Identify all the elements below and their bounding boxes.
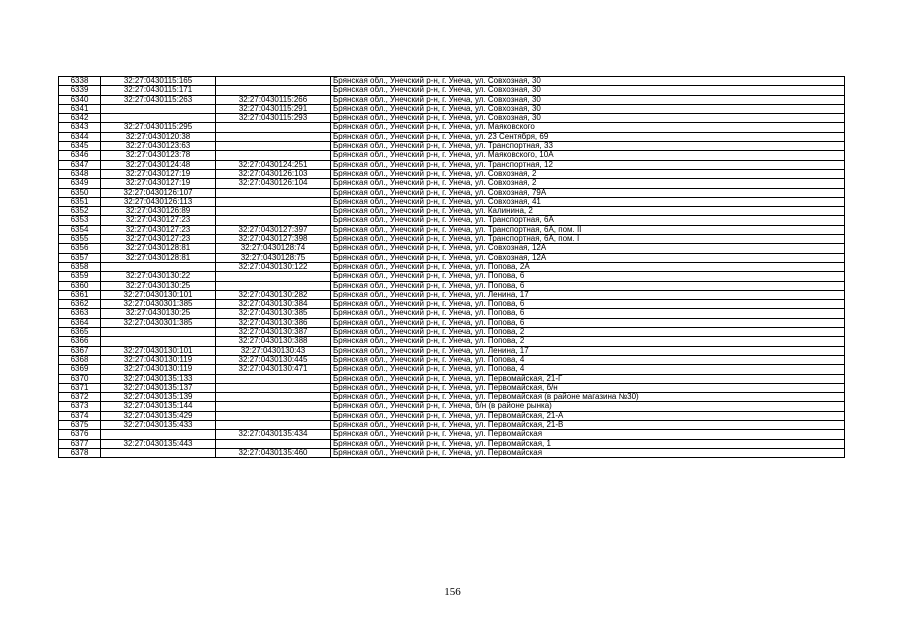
table-row (59, 123, 845, 132)
address-cell: Брянская обл., Унечский р-н, г. Унеча, ул. Транспортная, 33 (331, 142, 845, 151)
cadastral-number-cell: 32:27:0430135:139 (101, 393, 216, 402)
address-cell: Брянская обл., Унечский р-н, г. Унеча, ул. Совхозная, 12А (331, 253, 845, 262)
row-number-cell: 6353 (59, 216, 101, 225)
cadastral-number-cell (101, 262, 216, 271)
address-cell: Брянская обл., Унечский р-н, г. Унеча, ул. Совхозная, 30 (331, 86, 845, 95)
address-cell: Брянская обл., Унечский р-н, г. Унеча, ул. Первомайская, 21-А (331, 411, 845, 420)
address-cell: Брянская обл., Унечский р-н, г. Унеча, ул. Первомайская, 1 (331, 439, 845, 448)
address-cell: Брянская обл., Унечский р-н, г. Унеча, ул. 23 Сентября, 69 (331, 132, 845, 141)
table-row (59, 337, 845, 346)
row-number-cell: 6349 (59, 179, 101, 188)
address-cell: Брянская обл., Унечский р-н, г. Унеча, ул. Попова, 2 (331, 328, 845, 337)
address-cell: Брянская обл., Унечский р-н, г. Унеча, ул. Попова, 6 (331, 318, 845, 327)
cadastral-number-cell: 32:27:0430128:81 (101, 253, 216, 262)
object-cadastral-number-cell: 32:27:0430126:103 (216, 169, 331, 178)
table-row (59, 318, 845, 327)
cadastral-number-cell: 32:27:0430127:23 (101, 225, 216, 234)
cadastral-number-cell: 32:27:0430127:19 (101, 169, 216, 178)
address-cell: Брянская обл., Унечский р-н, г. Унеча, ул. Попова, 2 (331, 337, 845, 346)
table-row (59, 281, 845, 290)
row-number-cell: 6375 (59, 420, 101, 429)
table-row (59, 374, 845, 383)
table-row (59, 216, 845, 225)
cadastral-number-cell: 32:27:0430126:113 (101, 197, 216, 206)
object-cadastral-number-cell (216, 393, 331, 402)
address-cell: Брянская обл., Унечский р-н, г. Унеча, ул. Транспортная, 6А (331, 216, 845, 225)
address-cell: Брянская обл., Унечский р-н, г. Унеча, ул. Первомайская (331, 448, 845, 457)
object-cadastral-number-cell (216, 411, 331, 420)
row-number-cell: 6350 (59, 188, 101, 197)
table-row (59, 225, 845, 234)
table-row (59, 253, 845, 262)
object-cadastral-number-cell: 32:27:0430135:460 (216, 448, 331, 457)
row-number-cell: 6376 (59, 430, 101, 439)
cadastral-number-cell: 32:27:0430115:165 (101, 77, 216, 86)
table-row (59, 420, 845, 429)
property-register-table (58, 76, 845, 458)
object-cadastral-number-cell: 32:27:0430126:104 (216, 179, 331, 188)
cadastral-number-cell: 32:27:0430128:81 (101, 244, 216, 253)
cadastral-number-cell: 32:27:0430115:295 (101, 123, 216, 132)
address-cell: Брянская обл., Унечский р-н, г. Унеча, ул. Первомайская, б/н (331, 383, 845, 392)
object-cadastral-number-cell: 32:27:0430127:398 (216, 235, 331, 244)
row-number-cell: 6355 (59, 235, 101, 244)
object-cadastral-number-cell: 32:27:0430130:122 (216, 262, 331, 271)
row-number-cell: 6373 (59, 402, 101, 411)
table-row (59, 179, 845, 188)
object-cadastral-number-cell: 32:27:0430128:75 (216, 253, 331, 262)
cadastral-number-cell: 32:27:0430126:89 (101, 207, 216, 216)
cadastral-number-cell (101, 114, 216, 123)
cadastral-number-cell (101, 328, 216, 337)
object-cadastral-number-cell: 32:27:0430130:386 (216, 318, 331, 327)
object-cadastral-number-cell (216, 281, 331, 290)
table-row (59, 439, 845, 448)
table-row (59, 77, 845, 86)
address-cell: Брянская обл., Унечский р-н, г. Унеча, ул. Попова, 4 (331, 365, 845, 374)
cadastral-number-cell: 32:27:0430130:119 (101, 355, 216, 364)
row-number-cell: 6343 (59, 123, 101, 132)
object-cadastral-number-cell: 32:27:0430130:385 (216, 309, 331, 318)
table-row (59, 244, 845, 253)
address-cell: Брянская обл., Унечский р-н, г. Унеча, ул. Первомайская (в районе магазина №30) (331, 393, 845, 402)
row-number-cell: 6356 (59, 244, 101, 253)
address-cell: Брянская обл., Унечский р-н, г. Унеча, ул. Попова, 2А (331, 262, 845, 271)
address-cell: Брянская обл., Унечский р-н, г. Унеча, ул. Первомайская, 21-Г (331, 374, 845, 383)
address-cell: Брянская обл., Унечский р-н, г. Унеча, ул. Первомайская, 21-В (331, 420, 845, 429)
address-cell: Брянская обл., Унечский р-н, г. Унеча, ул. Совхозная, 12А (331, 244, 845, 253)
page-number: 156 (444, 586, 461, 598)
cadastral-number-cell: 32:27:0430130:101 (101, 346, 216, 355)
address-cell: Брянская обл., Унечский р-н, г. Унеча, ул. Попова, 6 (331, 272, 845, 281)
row-number-cell: 6378 (59, 448, 101, 457)
address-cell: Брянская обл., Унечский р-н, г. Унеча, ул. Совхозная, 30 (331, 104, 845, 113)
address-cell: Брянская обл., Унечский р-н, г. Унеча, ул. Калинина, 2 (331, 207, 845, 216)
cadastral-number-cell: 32:27:0430127:23 (101, 235, 216, 244)
cadastral-number-cell: 32:27:0430135:144 (101, 402, 216, 411)
address-cell: Брянская обл., Унечский р-н, г. Унеча, ул. Первомайская (331, 430, 845, 439)
object-cadastral-number-cell: 32:27:0430130:387 (216, 328, 331, 337)
table-row (59, 132, 845, 141)
table-row (59, 300, 845, 309)
row-number-cell: 6359 (59, 272, 101, 281)
address-cell: Брянская обл., Унечский р-н, г. Унеча, ул. Совхозная, 2 (331, 179, 845, 188)
address-cell: Брянская обл., Унечский р-н, г. Унеча, ул. Маяковского, 10А (331, 151, 845, 160)
cadastral-number-cell: 32:27:0430130:25 (101, 281, 216, 290)
address-cell: Брянская обл., Унечский р-н, г. Унеча, ул. Попова, 6 (331, 300, 845, 309)
cadastral-number-cell: 32:27:0430135:133 (101, 374, 216, 383)
address-cell: Брянская обл., Унечский р-н, г. Унеча, ул. Попова, 6 (331, 309, 845, 318)
cadastral-number-cell: 32:27:0430126:107 (101, 188, 216, 197)
object-cadastral-number-cell (216, 86, 331, 95)
object-cadastral-number-cell (216, 77, 331, 86)
cadastral-number-cell: 32:27:0430130:25 (101, 309, 216, 318)
row-number-cell: 6351 (59, 197, 101, 206)
table-row (59, 272, 845, 281)
object-cadastral-number-cell: 32:27:0430135:434 (216, 430, 331, 439)
table-row (59, 114, 845, 123)
row-number-cell: 6346 (59, 151, 101, 160)
cadastral-number-cell: 32:27:0430123:78 (101, 151, 216, 160)
object-cadastral-number-cell: 32:27:0430130:388 (216, 337, 331, 346)
cadastral-number-cell: 32:27:0430115:263 (101, 95, 216, 104)
object-cadastral-number-cell (216, 272, 331, 281)
object-cadastral-number-cell (216, 142, 331, 151)
object-cadastral-number-cell (216, 207, 331, 216)
table-row (59, 355, 845, 364)
object-cadastral-number-cell: 32:27:0430115:291 (216, 104, 331, 113)
object-cadastral-number-cell: 32:27:0430128:74 (216, 244, 331, 253)
table-row (59, 151, 845, 160)
table-row (59, 262, 845, 271)
table-row (59, 328, 845, 337)
row-number-cell: 6365 (59, 328, 101, 337)
address-cell: Брянская обл., Унечский р-н, г. Унеча, ул. Ленина, 17 (331, 346, 845, 355)
table-row (59, 104, 845, 113)
row-number-cell: 6344 (59, 132, 101, 141)
table-row (59, 188, 845, 197)
object-cadastral-number-cell (216, 132, 331, 141)
cadastral-number-cell: 32:27:0430135:429 (101, 411, 216, 420)
object-cadastral-number-cell (216, 439, 331, 448)
address-cell: Брянская обл., Унечский р-н, г. Унеча, ул. Транспортная, 6А, пом. II (331, 225, 845, 234)
table-row (59, 290, 845, 299)
address-cell: Брянская обл., Унечский р-н, г. Унеча, б/н (в районе рынка) (331, 402, 845, 411)
row-number-cell: 6342 (59, 114, 101, 123)
row-number-cell: 6363 (59, 309, 101, 318)
row-number-cell: 6364 (59, 318, 101, 327)
address-cell: Брянская обл., Унечский р-н, г. Унеча, ул. Транспортная, 6А, пом. I (331, 235, 845, 244)
register-table-body (59, 77, 845, 458)
cadastral-number-cell: 32:27:0430135:433 (101, 420, 216, 429)
row-number-cell: 6374 (59, 411, 101, 420)
cadastral-number-cell: 32:27:0430127:23 (101, 216, 216, 225)
table-row (59, 160, 845, 169)
cadastral-number-cell: 32:27:0430135:137 (101, 383, 216, 392)
row-number-cell: 6372 (59, 393, 101, 402)
object-cadastral-number-cell: 32:27:0430115:293 (216, 114, 331, 123)
row-number-cell: 6362 (59, 300, 101, 309)
cadastral-number-cell: 32:27:0430130:101 (101, 290, 216, 299)
cadastral-number-cell: 32:27:0430124:48 (101, 160, 216, 169)
address-cell: Брянская обл., Унечский р-н, г. Унеча, ул. Маяковского (331, 123, 845, 132)
object-cadastral-number-cell (216, 383, 331, 392)
address-cell: Брянская обл., Унечский р-н, г. Унеча, ул. Совхозная, 79А (331, 188, 845, 197)
cadastral-number-cell: 32:27:0430130:119 (101, 365, 216, 374)
object-cadastral-number-cell (216, 402, 331, 411)
row-number-cell: 6347 (59, 160, 101, 169)
row-number-cell: 6370 (59, 374, 101, 383)
address-cell: Брянская обл., Унечский р-н, г. Унеча, ул. Попова, 4 (331, 355, 845, 364)
row-number-cell: 6377 (59, 439, 101, 448)
address-cell: Брянская обл., Унечский р-н, г. Унеча, ул. Попова, 6 (331, 281, 845, 290)
table-row (59, 309, 845, 318)
cadastral-number-cell: 32:27:0430120:38 (101, 132, 216, 141)
row-number-cell: 6369 (59, 365, 101, 374)
table-row (59, 411, 845, 420)
row-number-cell: 6371 (59, 383, 101, 392)
address-cell: Брянская обл., Унечский р-н, г. Унеча, ул. Ленина, 17 (331, 290, 845, 299)
table-row (59, 235, 845, 244)
cadastral-number-cell: 32:27:0430127:19 (101, 179, 216, 188)
object-cadastral-number-cell (216, 123, 331, 132)
row-number-cell: 6352 (59, 207, 101, 216)
cadastral-number-cell (101, 104, 216, 113)
row-number-cell: 6361 (59, 290, 101, 299)
object-cadastral-number-cell (216, 197, 331, 206)
row-number-cell: 6368 (59, 355, 101, 364)
row-number-cell: 6357 (59, 253, 101, 262)
object-cadastral-number-cell: 32:27:0430130:282 (216, 290, 331, 299)
table-row (59, 430, 845, 439)
table-row (59, 365, 845, 374)
cadastral-number-cell: 32:27:0430301:385 (101, 300, 216, 309)
address-cell: Брянская обл., Унечский р-н, г. Унеча, ул. Совхозная, 2 (331, 169, 845, 178)
table-row (59, 86, 845, 95)
cadastral-number-cell (101, 430, 216, 439)
cadastral-number-cell (101, 448, 216, 457)
table-row (59, 197, 845, 206)
row-number-cell: 6340 (59, 95, 101, 104)
row-number-cell: 6358 (59, 262, 101, 271)
row-number-cell: 6338 (59, 77, 101, 86)
table-row (59, 142, 845, 151)
cadastral-number-cell: 32:27:0430123:63 (101, 142, 216, 151)
row-number-cell: 6366 (59, 337, 101, 346)
row-number-cell: 6348 (59, 169, 101, 178)
object-cadastral-number-cell: 32:27:0430130:43 (216, 346, 331, 355)
object-cadastral-number-cell (216, 420, 331, 429)
row-number-cell: 6360 (59, 281, 101, 290)
object-cadastral-number-cell: 32:27:0430115:266 (216, 95, 331, 104)
address-cell: Брянская обл., Унечский р-н, г. Унеча, ул. Совхозная, 30 (331, 95, 845, 104)
table-row (59, 383, 845, 392)
address-cell: Брянская обл., Унечский р-н, г. Унеча, ул. Совхозная, 41 (331, 197, 845, 206)
row-number-cell: 6341 (59, 104, 101, 113)
table-row (59, 346, 845, 355)
cadastral-number-cell: 32:27:0430130:22 (101, 272, 216, 281)
table-row (59, 207, 845, 216)
table-row (59, 95, 845, 104)
object-cadastral-number-cell (216, 374, 331, 383)
object-cadastral-number-cell: 32:27:0430130:445 (216, 355, 331, 364)
address-cell: Брянская обл., Унечский р-н, г. Унеча, ул. Транспортная, 12 (331, 160, 845, 169)
table-row (59, 448, 845, 457)
row-number-cell: 6345 (59, 142, 101, 151)
row-number-cell: 6367 (59, 346, 101, 355)
object-cadastral-number-cell (216, 188, 331, 197)
table-row (59, 169, 845, 178)
object-cadastral-number-cell (216, 216, 331, 225)
object-cadastral-number-cell: 32:27:0430130:471 (216, 365, 331, 374)
address-cell: Брянская обл., Унечский р-н, г. Унеча, ул. Совхозная, 30 (331, 114, 845, 123)
object-cadastral-number-cell: 32:27:0430130:384 (216, 300, 331, 309)
cadastral-number-cell (101, 337, 216, 346)
object-cadastral-number-cell (216, 151, 331, 160)
address-cell: Брянская обл., Унечский р-н, г. Унеча, ул. Совхозная, 30 (331, 77, 845, 86)
table-row (59, 402, 845, 411)
row-number-cell: 6339 (59, 86, 101, 95)
cadastral-number-cell: 32:27:0430135:443 (101, 439, 216, 448)
cadastral-number-cell: 32:27:0430301:385 (101, 318, 216, 327)
table-row (59, 393, 845, 402)
object-cadastral-number-cell: 32:27:0430124:251 (216, 160, 331, 169)
row-number-cell: 6354 (59, 225, 101, 234)
object-cadastral-number-cell: 32:27:0430127:397 (216, 225, 331, 234)
cadastral-number-cell: 32:27:0430115:171 (101, 86, 216, 95)
